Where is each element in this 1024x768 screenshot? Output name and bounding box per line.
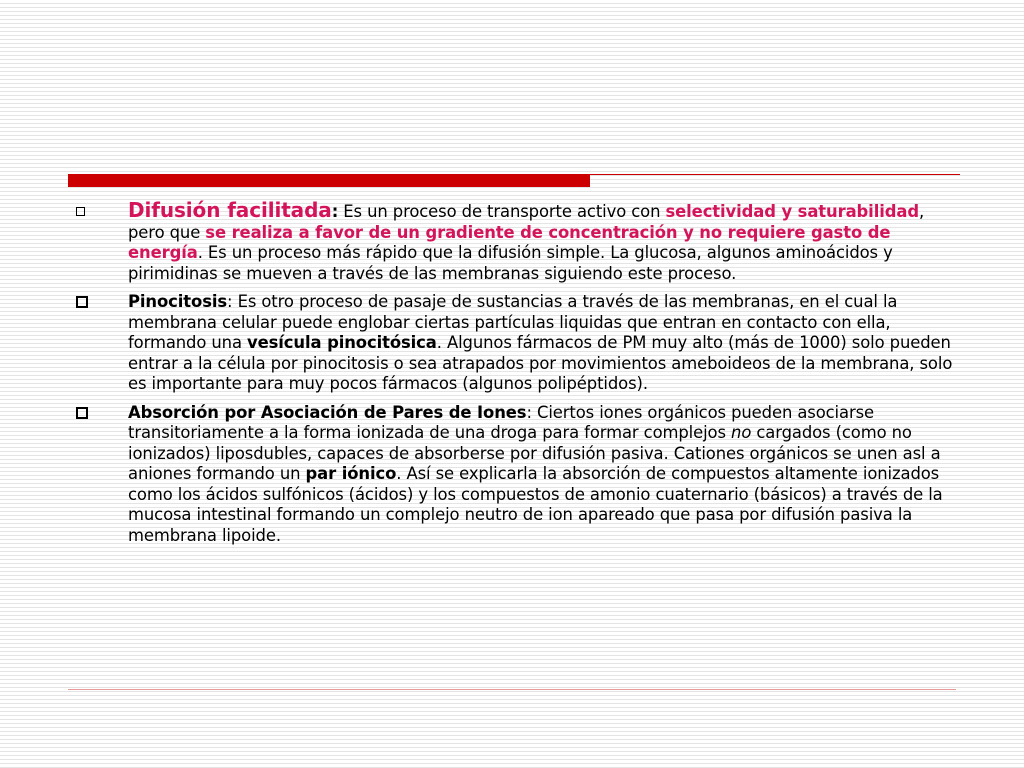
highlight-text: se realiza a favor de un gradiente de concentración y no requiere gasto de energía <box>128 222 891 262</box>
highlight-text: selectividad y saturabilidad <box>665 202 919 221</box>
bold-text: par iónico <box>305 464 397 483</box>
term-heading: Pinocitosis <box>128 292 228 311</box>
header-accent-bar <box>68 174 590 187</box>
list-item-pinocitosis <box>76 292 956 395</box>
body-text: : Es otro proceso de pasaje de sustancias a través de las membranas, en el cual la membrana celular puede englobar ciertas partículas liquidas que entran en contacto con ella, formando una <box>128 292 898 352</box>
header-accent-line <box>590 174 960 175</box>
body-text: . Así se explicarla la absorción de compuestos altamente ionizados como los ácidos sulfónicos (ácidos) y los compuestos de amonio cuaternario (básicos) a través de la mucosa intestinal formando un complejo neutro de ion apareado que pasa por difusión pasiva la membrana lipoide. <box>128 464 943 545</box>
paragraph-text <box>128 403 943 545</box>
italic-text: no <box>731 423 752 442</box>
body-text: Es un proceso de transporte activo con <box>338 202 666 221</box>
body-text: cargados (como no ionizados) liposdubles, capaces de absorberse por difusión pasiva. Cationes orgánicos se unen asl a aniones formando un <box>128 423 941 483</box>
list-item-pares-de-iones <box>76 403 956 547</box>
term-heading: Difusión facilitada <box>128 198 332 222</box>
paragraph-text <box>128 198 925 283</box>
body-text: , pero que <box>128 202 925 242</box>
paragraph-text <box>128 292 952 393</box>
footer-divider <box>68 689 956 690</box>
body-text: . Algunos fármacos de PM muy alto (más de 1000) solo pueden entrar a la célula por pinocitosis o sea atrapados por movimientos ameboideos de la membrana, solo es importante para muy pocos fármacos (algunos polipéptidos). <box>128 333 953 393</box>
term-separator: : <box>331 202 339 221</box>
square-bullet-icon <box>76 407 88 419</box>
square-bullet-icon <box>76 207 85 216</box>
square-bullet-icon <box>76 296 88 308</box>
list-item-difusion-facilitada <box>76 200 956 284</box>
slide-content <box>76 200 956 554</box>
body-text: . Es un proceso más rápido que la difusión simple. La glucosa, algunos aminoácidos y pirimidinas se mueven a través de las membranas siguiendo este proceso. <box>128 243 893 283</box>
term-heading: Absorción por Asociación de Pares de Iones <box>128 402 527 422</box>
body-text: : Ciertos iones orgánicos pueden asociarse transitoriamente a la forma ionizada de una droga para formar complejos <box>128 402 875 442</box>
bold-text: vesícula pinocitósica <box>247 333 437 352</box>
